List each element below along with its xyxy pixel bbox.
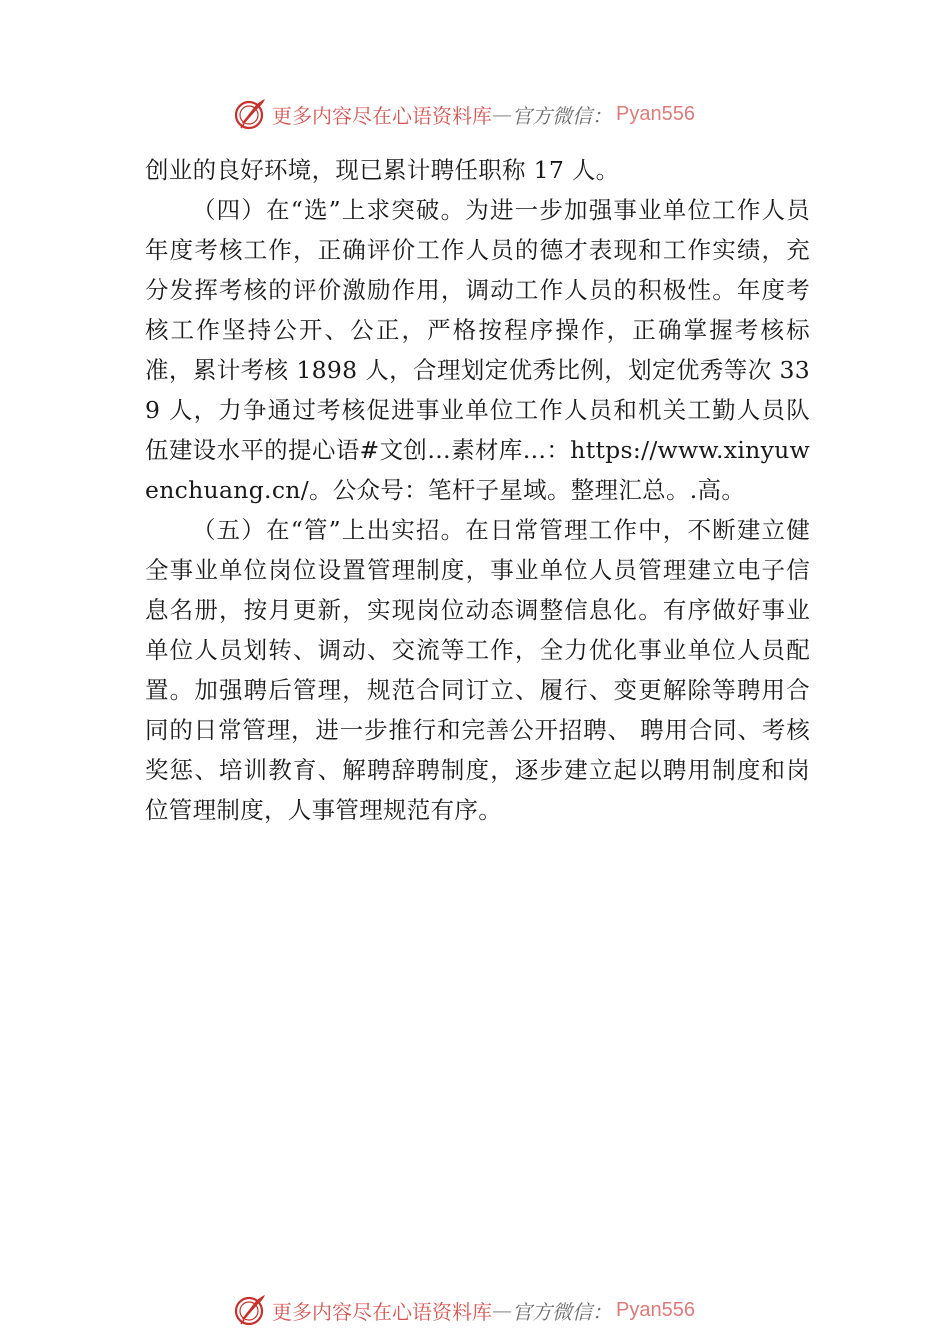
banner-wechat-id: Pyan556 <box>616 102 695 125</box>
banner-separator: — <box>492 1298 512 1322</box>
banner-title: 更多内容尽在心语资料库 <box>272 1299 492 1324</box>
paragraph-continuation: 创业的良好环境，现已累计聘任职称 17 人。 <box>145 156 620 184</box>
quill-seal-logo-icon <box>232 1292 268 1328</box>
document-body <box>145 150 810 830</box>
footer-banner <box>232 1290 695 1330</box>
banner-wechat-label: 官方微信： <box>512 1299 612 1324</box>
paragraph-section-four: （四）在“选”上求突破。为进一步加强事业单位工作人员年度考核工作，正确评价工作人员的德才表现和工作实绩，充分发挥考核的评价激励作用，调动工作人员的积极性。年度考核工作坚持公开、公正，严格按程序操作，正确掌握考核标准，累计考核 1898 人，合理划定优秀比例，划定优秀等次 339 人，力争通过考核促进事业单位工作人员和机关工勤人员队伍建设水平的提心语#文创…素材库…：https://www.xinyuwenchuang.cn/。公众号：笔杆子星域。整理汇总。.高。 <box>145 196 810 504</box>
quill-seal-logo-icon <box>232 96 268 132</box>
banner-wechat-id: Pyan556 <box>616 1298 695 1321</box>
banner-title: 更多内容尽在心语资料库 <box>272 103 492 128</box>
banner-separator: — <box>492 102 512 126</box>
banner-wechat-label: 官方微信： <box>512 103 612 128</box>
paragraph-section-five: （五）在“管”上出实招。在日常管理工作中，不断建立健全事业单位岗位设置管理制度，事业单位人员管理建立电子信息名册，按月更新，实现岗位动态调整信息化。有序做好事业单位人员划转、调动、交流等工作，全力优化事业单位人员配置。加强聘后管理，规范合同订立、履行、变更解除等聘用合同的日常管理，进一步推行和完善公开招聘、 聘用合同、考核奖惩、培训教育、解聘辞聘制度，逐步建立起以聘用制度和岗位管理制度，人事管理规范有序。 <box>145 516 810 824</box>
header-banner <box>232 94 695 134</box>
